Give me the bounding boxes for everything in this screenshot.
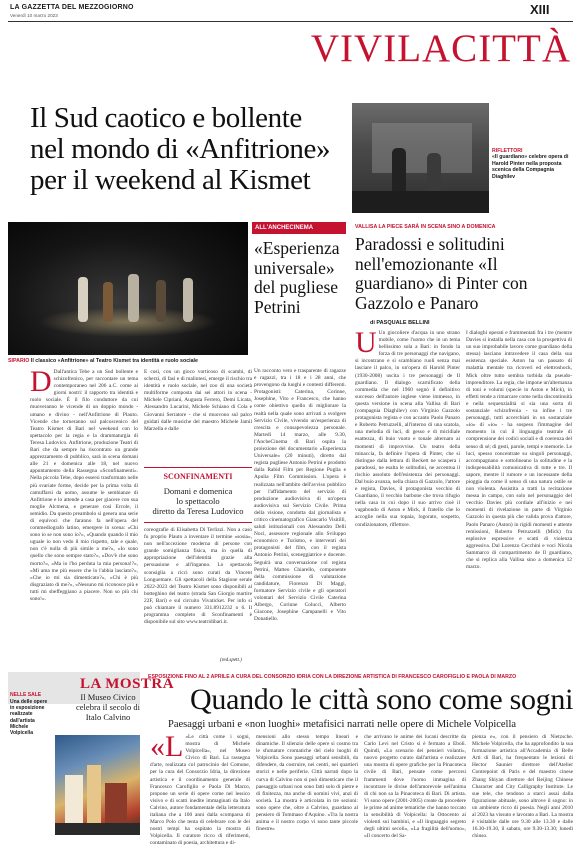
calvino-section-label: LA MOSTRA (80, 676, 175, 692)
petrini-body: Un racconto vero e trasparente di ragazze e ragazzi, tra i 18 e i 28 anni, che provengono da luoghi e contesti differenti. Protagonisti: Caterina, Corinne, Josephine, Vito e Francesco, che hanno come obiettivo quello di migliorare la realtà nella quale sono arrivati a svolgere Servizio Civile, vivendo un'esperienza di crescita e consapevolezza personale. Martedì 14 marzo, alle 9.30, l'AncheCinema di Bari ospita la proiezione del documentario «Esperienza Universale» (20 minuti), diretto dal regista pugliese Antonio Petrini e prodotto dalla Rabid Film per Regione Puglia e Apulia Film Commission. L'opera è realizzata nell'ambito dell'avviso pubblico per l'affidamento del servizio di produzione audiovisiva di un'opera audiovisiva sul Servizio Civile. Prima della visione, condotta dal giornalista e critico cinematografico Giancarlo Visitilli, saluti istituzionali con Alessandro Delli Noci, assessore regionale allo Sviluppo economico e Turismo, e interventi dei protagonisti del film, con il regista Antonio Petrini, sceneggiatrice e docente. Seguirà una conversazione col regista Petrini, Matteo Chiarello, componente della commissione di valutazione candidature, Florenzo Di Maggi, formatore Servizio civile e gli operatori volontari del Servizio Civile Caterina Albergo, Corinne Colucci, Alberto Giacone, Josephine Campanelli e Vito Donatiello. (254, 368, 346, 623)
kismet-caption-text: Il classico «Anfitrione» al Teatro Kismet tra identità e ruolo sociale (30, 358, 198, 364)
sconfinamenti-title: SCONFINAMENTI (163, 472, 233, 481)
calvino-artwork (55, 735, 140, 835)
calvino-body-col1: «L «Le città come i sogni, mostra di Michele Volpicella», nel Museo Civico di Bari. La rassegna d'arte, realizzata col patrocinio del Comune, per la cura del Consorzio Idria, la direzione artistica e il coordinamento generale di Francesco Carofiglio e Paola Di Marzo, propone un serie di opere come nel lessico visivo e di scatti inedite immaginati da Italo Calvino, autore fondamentale della letteratura italiana che a 100 anni dalla scomparsa di Marco Polo che tenta di celebrare con le dei nostri tempi ha ospitato la mostra di Volpicella. Il curatore ricco di riferimenti, contaminato di poesia, architettura e di- (150, 730, 250, 847)
sconfinamenti-line2: lo spettacolo (176, 496, 220, 506)
kismet-headline: Il Sud caotico e bollente nel mondo di «Anfitrione» per il weekend al Kismet (30, 102, 331, 196)
calvino-body-col2: mensioni allo stesso tempo lineari e dinamiche. Il silenzio delle opere si cosmo tra le sfumature cromatiche del cielo luoghi di Volpicella. Sono paesaggi urbani sensibili, da difendere, da costruire, nei centri, nei quartieri storici e nelle periferie. Città narrati dopo la curva di Calvino non si può dimenticare che il paesaggio urbani non sono fatti solo di pietre e di finitezza, ma anche di uomini vivi, anzi di società. La mostra è articolata in tre sezioni: sono opere che, oltre a Calvino, guardano al pensiero di Tommaso d'Aquino. «Tra la nostra anima e il nostro corpo vi sono tante piccole finestre» (256, 734, 358, 833)
guardiano-caption (492, 148, 572, 180)
guardiano-kicker: VALLISA LA PIECE SARÀ IN SCENA SINO A DOMENICA (355, 224, 496, 230)
calvino-body-col3: che arrivano le anime dei lucani descritte da Carlo Levi nel Cristo si è fermato a Eboli. Quindi, «Lo scenario dei pensieri volanti», nuovo progetto curato dall'artista e realizzare una mostra di opere grafiche per la Pinacoteca civile di Bari, pensate come percorsi frammenti dove l'uomo immagina di incontrare le divise dell'amorevole nell'anima di chi non sa la Pinacoteca di Bari. Di artista. Vi sono opere (2001-2005) create da procedere le prime ad anime tematiche che hanno toccato la sensibilità di Volpicella: la Ottocento ai violenti sui bambini, e «Il linguaggio segreto degli ultimi secoli», «La fragilità dell'uomo», «Il concerto del Sa- (364, 734, 466, 840)
calvino-sidebar-title: Il Museo Civico celebra il secolo di Italo Calvino (76, 692, 140, 722)
calvino-subheadline: Paesaggi urbani e «non luoghi» metafisici narrati nelle opere di Michele Volpicella (168, 719, 517, 730)
calvino-side-text: Una delle opere in esposizione realizzate dall'artista Michele Volpicella (10, 699, 48, 737)
kismet-stage-photo (8, 222, 248, 355)
kismet-caption-label: SIPARIO (8, 358, 30, 364)
calvino-col1-text: «Le città come i sogni, mostra di Michele Volpicella», nel Museo Civico di Bari. La rassegna d'arte, realizzata col patrocinio del Comune, per la cura del Consorzio Idria, la direzione artistica e il coordinamento generale di Francesco Carofiglio e Paola Di Marzo, propone un serie di opere come nel lessico visivo e di scatti inedite immaginati da Italo Calvino, autore fondamentale della letteratura italiana che a 100 anni dalla scomparsa di Marco Polo che tenta di celebrare con le dei nostri tempi ha ospitato la mostra di Volpicella. Il curatore ricco di riferimenti, contaminato di poesia, architettura e di- (150, 734, 250, 847)
masthead-paper-name: LA GAZZETTA DEL MEZZOGIORNO (10, 4, 134, 11)
section-title: VIVILACITTÀ (310, 27, 571, 70)
calvino-body-col4: pienza e», con il pensiero di Nietzsche. Michele Volpicella, che ha approfondito la sua formazione artistica all'Accademia di Belle Arti di Bari, ha frequentato le lezioni di Hector Saunier direttore dell'Atelier Contrepoint di Paris e del maestro cinese Zhang Shiyan direttore del Beijing Chinese Character and City Calligraphy Institute. Le sue tele, che tendono a starci assai dalla figurazione abituale, sono altrove il sogno: in un ambiente ricco di poesia. Negli anni 2010 al 2023 ha vissuto e lavorato a Bari. La mostra è visitabile dalle ore 9.30 alle 13.30 e dalle 16.30-19.30, il sabato, ore 9.30-13.30; lunedì chiuso. (472, 734, 573, 840)
kismet-byline: (red.spett.) (220, 658, 242, 663)
calvino-headline: Quando le città sono come sogni (190, 683, 574, 716)
petrini-headline: «Esperienza universale» del pugliese Petrini (254, 238, 340, 317)
guardiano-col1-text: Un giocoliere d'acqua in uno strano mobile, come l'uomo che in un tema bellissimo sola a Bari: in fondo la forza di tre personaggi che navigano, si incontrano e si scambiano ruoli senza mai lasciare il palco, in un'opera di Harold Pinter (1930-2008) uscita i tre personaggi de Il guardiano. Il dialogo scarnificato della commedia che nel 1960 segnò il definitivo successo dell'autore inglese viene immesso, in questa versione in scena alla Vallisa di Bari (compagnia Diaghilev) con Virginio Gazzolo protagonista regista e con accanto Paolo Panaro e Roberto Petruzzelli, all'interno di una scatola, una melodia di luci, di gesso e di micidiale esattezza, di buio vuoto e tonale alternato ai momenti di improvvise. Un teatro della minaccia, fa definire l'opera di Pinter, che si distingue dalla lettura di Beckett ne scaspera i paradossi, ne esalta le solitudini, ne accentua il rischio assoluto dell'esistenza dei personaggi. Dal buio avanza, nella chiara di Gazzolo, l'attore e regista, Davies, il protagonista vecchio di Guardiano, il vecchio barbone che trova rifugio nella casa in cui dopo il suo arrivo cioè il vagabondo di Aston e Mick, il fratello che lo accoglie nella sua topaia, logorato, sospetto, condizionatore, riflettore. (355, 330, 460, 528)
sconfinamenti-line1: Domani e domenica (163, 486, 233, 496)
petrini-label: ALL'ANCHECINEMA (252, 222, 346, 234)
guardiano-stage-photo (352, 103, 489, 213)
guardiano-byline: di PASQUALE BELLINI (370, 320, 430, 326)
calvino-side-label: NELLE SALE (10, 692, 42, 698)
kismet-body-col2: E così, con un gioco vorticoso di scambi, di scherzi, di fasi e di malintesi, emerge il rischio tra identità e ruolo sociale, nel zoo di una società multiforme composta dai sei attori in scena - Michele Cipriani, Augusta Ferrero, Demi Licata, Alessandro Lucarini, Michele Schiano di Cola e Giovanni Serratore - che si muovono sul palco guidati dalle musiche del maestro Michele Jamil Marzella e dalle (144, 369, 252, 432)
guardiano-body-col1: U Un giocoliere d'acqua in uno strano mobile, come l'uomo che in un tema bellissimo sola a Bari: in fondo la forza di tre personaggi che navigano, si incontrano e si scambiano ruoli senza mai lasciare il palco, in un'opera di Harold Pinter (1930-2008) uscita i tre personaggi de Il guardiano. Il dialogo scarnificato della commedia che nel 1960 segnò il definitivo successo dell'autore inglese viene immesso, in questa versione in scena alla Vallisa di Bari (compagnia Diaghilev) con Virginio Gazzolo protagonista regista e con accanto Paolo Panaro e Roberto Petruzzelli, all'interno di una scatola, una melodia di luci, di gesso e di micidiale esattezza, di buio vuoto e tonale alternato ai momenti di improvvise. Un teatro della minaccia, fa definire l'opera di Pinter, che si distingue dalla lettura di Beckett ne scaspera i paradossi, ne esalta le solitudini, ne accentua il rischio assoluto dell'esistenza dei personaggi. Dal buio avanza, nella chiara di Gazzolo, l'attore e regista, Davies, il protagonista vecchio di Guardiano, il vecchio barbone che trova rifugio nella casa in cui dopo il suo arrivo cioè il vagabondo di Aston e Mick, il fratello che lo accoglie nella sua topaia, logorato, sospetto, condizionatore, riflettore. (355, 326, 460, 528)
kismet-photo-caption (8, 358, 248, 364)
guardiano-body-col2: I dialoghi operati e frammentati fra i tre (mentre Davies si installa nella casa con la prospettiva di un suo improbabile lavoro come guardiano della stessa) lasciano intravedere il casa della sua esistenza speciale. Aston ha un passato di malattia mentale tra ricoveri ed elettroshock, Mick oltre tutto sembra torbida da pseudo-imprenditore. La regia, che impone un'alternanza di toni e volumi (specie in Aston e Mick), in effetti tende a rimarcare come nella discontinuità e nella sequenzialità si sia una sorta di sostanziale schizofrenia - va infine i tre personaggi, tutti accerchiati in un sostanziale «io» di «io» - ha sospeso l'immagine del momento in cui il linguaggio teatrale di comprensione dei codici sociali e di coerenza del senso di sé; di gesti, parole, tempi e memorie. Le luci, spesso concentrate su singoli personaggi, accompagnano e sottolineano la solitudine e la indispensabilità comunicativa di tutte e tre. Il sapore, mentre il rumore e un incessante della pioggia da come il senso di una natura ostile se non violenta. Assistita a tratti la recitazione messa in campo, con solo nel personaggio del vecchio Davies più cordiale all'inizio e nei momenti di rivelazione in parte di Virginio Gazzolo in questa più che valida prova d'attore, Paolo Panaro (Aston) in rigidi momenti e attente remissioni, Roberto Petruzzelli (Mick) fra esplosive espressive e scatti di violenza aggressiva. Dal Lorenzo Cecchini e voci Nicola Sammarco di compartimento de Il guardiano, che si replica alla Vallisa sino a domenica 12 marzo. (466, 330, 572, 571)
page-number: XIII (530, 2, 550, 17)
kismet-col1-text: Dall'antica Tebe a un Sud bollente e schizofrenico, per raccontare un tema contemporaneo nel 206 a.C. come ai giorni nostri: il rapporto tra identità e ruolo sociale. È il filo conduttore da cui muoveranno le vicende di un doppio mondo - umano e divino - nell'Anfitrione di Plauto. Vicende che torneranno sul palcoscenico del Teatro Kismet di Bari nel weekend con lo spettacolo per la regia e la drammaturgia di Teresa Ludovico. Anfitrione, produzione Teatri di Bari che da sempre ha riscontrato un grande apprezzamento di pubblico, sarà in scena domani alle 21 e domenica alle 18, nel nuovo appuntamento della Rassegna «Sconfinamenti». Nella piccola Tebe, dopo essersi trasformato nelle più svariate forme, decide per la prima volta di camuffarsi da uomo, assume le sembianze di Anfitrione e lo attende a casa per giacere con sua moglie Alcmena, e generare così Ercole, il semidio. Da questo preambolo si genera una serie di equivoci che faranno fa nell'opera del commediografo latino, emergere in scena: «Chi sono io se non sono io?», «Quando quando il mio uguale io non vedo il mio rispetto, tale e quale, non c'è nulla di più simile a me?», «Io sono quello che sono sempre stato?», «Dov'è che sono morto?», «Ma io l'ho perduta la mia persona!?», «Mi ama me più essere che lo l'abbia lasciato?», «Che io mi sia dimenticato?», «Chi è più disgraziato di me?», «Nessuno mi riconosce più e tutti mi sbeffeggiano a piacere. Non so più chi sono!». (30, 369, 138, 602)
guardiano-caption-label: RIFLETTORI (492, 148, 523, 154)
masthead-date: Venerdì 10 marzo 2023 (10, 13, 58, 18)
guardiano-headline: Paradossi e solitudini nell'emozionante «Il guardiano» di Pinter con Gazzolo e Panaro (355, 234, 528, 313)
kismet-body-col1: D Dall'antica Tebe a un Sud bollente e schizofrenico, per raccontare un tema contemporaneo nel 206 a.C. come ai giorni nostri: il rapporto tra identità e ruolo sociale. È il filo conduttore da cui muoveranno le vicende di un doppio mondo - umano e divino - nell'Anfitrione di Plauto. Vicende che torneranno sul palcoscenico del Teatro Kismet di Bari nel weekend con lo spettacolo per la regia e la drammaturgia di Teresa Ludovico. Anfitrione, produzione Teatri di Bari che da sempre ha riscontrato un grande apprezzamento di pubblico, sarà in scena domani alle 21 e domenica alle 18, nel nuovo appuntamento della Rassegna «Sconfinamenti». Nella piccola Tebe, dopo essersi trasformato nelle più svariate forme, decide per la prima volta di camuffarsi da uomo, assume le sembianze di Anfitrione e lo attende a casa per giacere con sua moglie Alcmena, e generare così Ercole, il semidio. Da questo preambolo si genera una serie di equivoci che faranno fa nell'opera del commediografo latino, emergere in scena: «Chi sono io se non sono io?», «Quando quando il mio uguale io non vedo il mio rispetto, tale e quale, non c'è nulla di più simile a me?», «Io sono quello che sono sempre stato?», «Dov'è che sono morto?», «Ma io l'ho perduta la mia persona!?», «Mi ama me più essere che lo l'abbia lasciato?», «Che io mi sia dimenticato?», «Chi è più disgraziato di me?», «Nessuno mi riconosce più e tutti mi sbeffeggiano a piacere. Non so più chi sono!». (30, 365, 138, 602)
masthead-rule (8, 21, 573, 22)
guardiano-caption-text: «Il guardiano» celebre opera di Harold Pinter nella proposta scenica della Compagnia Diaghilev (492, 154, 569, 180)
kismet-body-col2b: coreografie di Elisabetta Di Terlizzi. Non a caso fu proprio Plauto a inventare il termine «sosia», non nell'accezione moderna di persone con grande somiglianza fisica, ma in quella di appropriazione dell'identità grazie alla persuasione e all'inganno. Lo spettacolo sconsiglia a ricci sono curati da Vincent Longuemare. Gli spettacoli della Stagione serale 2022-2023 del Teatro Kismet sono disponibili al botteghino del teatro (strada San Giorgio martire 22F, Bari) e sul circuito Vivaticket. Per info si può chiamare il numero 331.8912232 o 6. Il programma completo di Sconfinamenti è disponibile sul sito www.teatridibari.it. (144, 527, 252, 626)
sconfinamenti-line3: diretto da Teresa Ludovico (152, 506, 244, 516)
calvino-kicker: ESPOSIZIONE FINO AL 2 APRILE A CURA DEL CONSORZIO IDRIA CON LA DIREZIONE ARTISTICA DI FRANCESCO CAROFIGLIO E PAOLA DI MARZO (148, 674, 517, 680)
sconfinamenti-box (144, 467, 252, 523)
